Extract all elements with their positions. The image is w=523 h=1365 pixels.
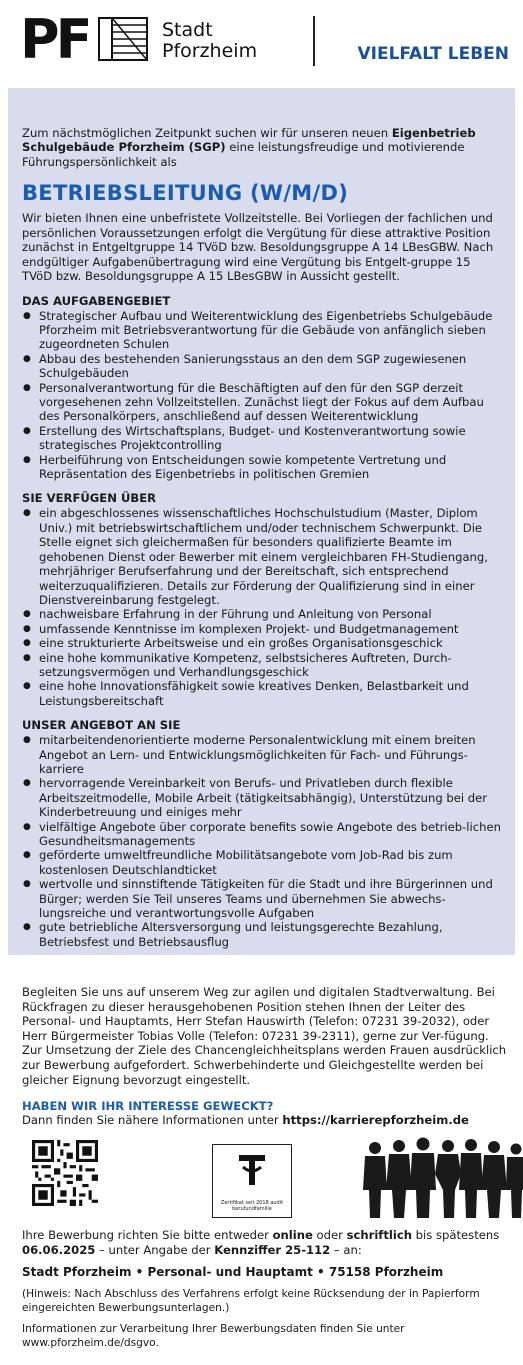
logo-letters: PF — [20, 8, 89, 71]
city-logo-icon — [98, 17, 148, 61]
city-name: Stadt Pforzheim — [162, 19, 258, 62]
job-panel — [8, 88, 515, 955]
closing-text: Begleiten Sie uns auf unserem Weg zur agilen und digitalen Stadtverwaltung. Bei Rückfragen zu dieser herausgehobenen Position stehen Ihnen der Leiter des Personal- und Hauptamts, Herr Stefan Hauswirth (Telefon: 07231 39-2032), oder Herr Bürgermeister Tobias Volle (Telefon: 07231 39-2311), gerne zur Ver-fügung. Zur Umsetzung der Ziele des Chancengleichheitsplans werden Frauen ausdrücklich zur Bewerbung aufgefordert. Schwerbehinderte und Gleichgestellte werden bei gleicher Eignung bevorzugt eingestellt. — [22, 985, 507, 1087]
requirements-list — [22, 506, 504, 708]
header — [0, 0, 523, 88]
section-heading-offer: UNSER ANGEBOT AN SIE — [22, 718, 181, 733]
intro-text: Zum nächstmöglichen Zeitpunkt suchen wir für unseren neuen Eigenbetrieb Schulgebäude Pforzheim (SGP) eine leistungsfreudige und motivierende Führungspersönlichkeit als — [22, 125, 476, 169]
team-silhouettes-icon — [357, 1136, 523, 1218]
interest-heading: HABEN WIR IHR INTERESSE GEWECKT? — [22, 1099, 274, 1114]
list-item: ● Personalverantwortung für die Beschäftigten auf den für den SGP derzeit vorgesehenen zehn Vollzeitstellen. Zunächst liegt der Fokus auf dem Aufbau des Personalkörpers, anschließend auf dessen Weiterentwicklung — [22, 381, 504, 424]
slogan: VIELFALT LEBEN — [357, 44, 509, 64]
list-item: ● eine strukturierte Arbeitsweise und ein großes Organisationsgeschick — [22, 636, 504, 650]
certificate-note: Zertifikat seit 2018 audit berufundfamilie — [220, 1200, 284, 1212]
list-item: ● wertvolle und sinnstiftende Tätigkeiten für die Stadt und ihre Bürgerinnen und Bürger; werden Sie Teil unseres Teams und übernehmen Sie abwechs-lungsreiche und verantwortungsvolle Aufgaben — [22, 877, 504, 920]
postal-address: Stadt Pforzheim • Personal- und Hauptamt • 75158 Pforzheim — [22, 1265, 444, 1280]
list-item: ● umfassende Kenntnisse im komplexen Projekt- und Budgetmanagement — [22, 622, 504, 636]
list-item: ● Herbeiführung von Entscheidungen sowie kompetente Vertretung und Repräsentation des Eigenbetriebs in politischen Gremien — [22, 453, 504, 482]
family-audit-certificate — [212, 1144, 292, 1218]
list-item: ● vielfältige Angebote über corporate benefits sowie Angebote des betrieb-lichen Gesundheitsmanagements — [22, 820, 504, 849]
list-item: ● geförderte umweltfreundliche Mobilitätsangebote vom Job-Rad bis zum kostenlosen Deutschlandticket — [22, 848, 504, 877]
return-hint: (Hinweis: Nach Abschluss des Verfahrens erfolgt keine Rücksendung der in Papierform eingereichten Bewerbungsunterlagen.) — [22, 1288, 480, 1314]
list-item: ● gute betriebliche Altersversorgung und leistungsgerechte Bezahlung, Betriebsfest und Betriebsausflug — [22, 920, 504, 949]
list-item: ● nachweisbare Erfahrung in der Führung und Anleitung von Personal — [22, 607, 504, 621]
info-line: Dann finden Sie nähere Informationen unter https://karrierepforzheim.de — [22, 1113, 469, 1128]
application-section — [22, 1228, 512, 1350]
list-item: ● mitarbeitendenorientierte moderne Personalentwicklung mit einem breiten Angebot an Lern- und Entwicklungsmöglichkeiten für Fach- und Führungs-karriere — [22, 733, 504, 776]
application-text: Ihre Bewerbung richten Sie bitte entweder online oder schriftlich bis spätestens 06.06.2025 – unter Angabe der Kennziffer 25-112 – an: — [22, 1228, 500, 1257]
audit-logo-icon — [213, 1145, 291, 1195]
list-item: ● eine hohe kommunikative Kompetenz, selbstsicheres Auftreten, Durch-setzungsvermögen und Verhandlungsgeschick — [22, 651, 504, 680]
graphics-row — [22, 1140, 512, 1220]
privacy-notice: Informationen zur Verarbeitung Ihrer Bewerbungsdaten finden Sie unter www.pforzheim.de/dsgvo. — [22, 1323, 405, 1349]
qr-code-icon[interactable] — [32, 1140, 98, 1206]
header-divider — [313, 16, 315, 66]
benefits-list — [22, 733, 504, 949]
list-item: ● Abbau des bestehenden Sanierungsstaus an den dem SGP zugewiesenen Schulgebäuden — [22, 352, 504, 381]
job-title: BETRIEBSLEITUNG (W/M/D) — [22, 181, 349, 206]
offer-text: Wir bieten Ihnen eine unbefristete Vollzeitstelle. Bei Vorliegen der fachlichen und persönlichen Voraussetzungen erfolgt die Vergütung für diese attraktive Position zunächst in Entgeltgruppe 14 TVöD bzw. Besoldungsgruppe A 14 LBesGBW. Nach endgültiger Aufgabenübertragung wird eine Vergütung bis Entgelt-gruppe 15 TVöD bzw. Besoldungsgruppe A 15 LBesGBW in Aussicht gestellt. — [22, 211, 494, 284]
section-heading-requirements: SIE VERFÜGEN ÜBER — [22, 491, 157, 506]
closing-section — [22, 985, 512, 1128]
list-item: ● Strategischer Aufbau und Weiterentwicklung des Eigenbetriebs Schulgebäude Pforzheim mit Betriebsverantwortung für die Gebäude von anfänglich sieben zugeordneten Schulen — [22, 309, 504, 352]
list-item: ● Erstellung des Wirtschaftsplans, Budget- und Kostenverantwortung sowie strategisches Projektcontrolling — [22, 424, 504, 453]
task-list — [22, 309, 504, 482]
list-item: ● ein abgeschlossenes wissenschaftliches Hochschulstudium (Master, Diplom Univ.) mit betriebswirtschaftlichem und/oder technischem Schwerpunkt. Die Stelle eignet sich gleichermaßen für besonders qualifizierte Beamte im gehobenen Dienst oder Bewerber mit einem vergleichbaren FH-Studiengang, mehrjähriger Berufserfahrung und der Bereitschaft, sich entsprechend weiterzuqualifizieren. Details zur Förderung der Qualifizierung sind in einer Dienstvereinbarung festgelegt. — [22, 506, 504, 607]
career-link[interactable]: https://karrierepforzheim.de — [282, 1113, 469, 1128]
list-item: ● hervorragende Vereinbarkeit von Berufs- und Privatleben durch flexible Arbeitszeitmodelle, Mobile Arbeit (tätigkeitsabhängig), Unterstützung bei der Kinderbetreuung und einiges mehr — [22, 776, 504, 819]
list-item: ● eine hohe Innovationsfähigkeit sowie kreatives Denken, Belastbarkeit und Leistungsbereitschaft — [22, 679, 504, 708]
section-heading-tasks: DAS AUFGABENGEBIET — [22, 293, 171, 308]
